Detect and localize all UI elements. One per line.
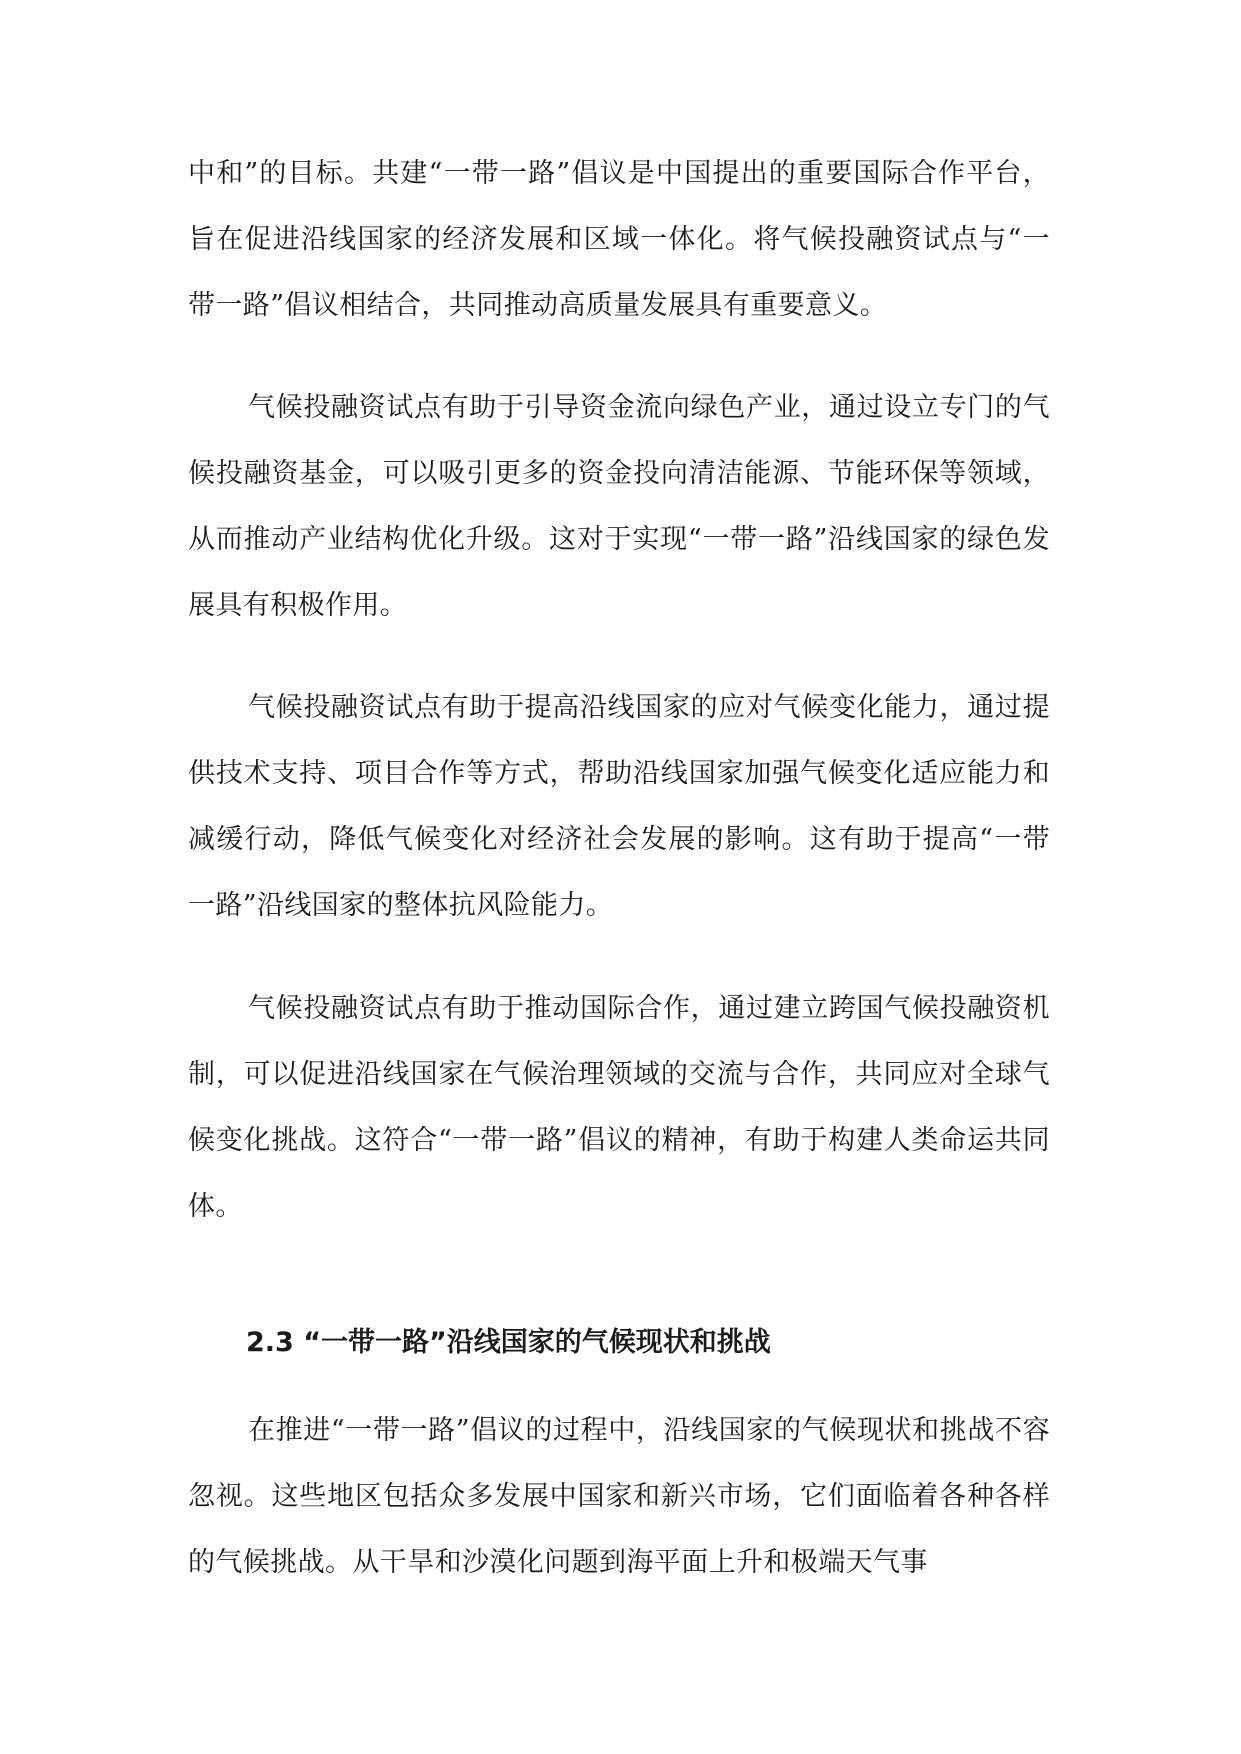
paragraph-climate-capacity: 气候投融资试点有助于提高沿线国家的应对气候变化能力，通过提供技术支持、项目合作等方式，帮助沿线国家加强气候变化适应能力和减缓行动，降低气候变化对经济社会发展的影响。这有助于提高“一带一路”沿线国家的整体抗风险能力。 <box>188 692 1050 921</box>
section-heading: 2.3 “一带一路”沿线国家的气候现状和挑战 <box>246 1327 771 1358</box>
paragraph-international-cooperation: 气候投融资试点有助于推动国际合作，通过建立跨国气候投融资机制，可以促进沿线国家在气候治理领域的交流与合作，共同应对全球气候变化挑战。这符合“一带一路”倡议的精神，有助于构建人类命运共同体。 <box>188 993 1050 1222</box>
paragraph-continuation: 中和”的目标。共建“一带一路”倡议是中国提出的重要国际合作平台，旨在促进沿线国家的经济发展和区域一体化。将气候投融资试点与“一带一路”倡议相结合，共同推动高质量发展具有重要意义。 <box>188 158 1050 321</box>
paragraph-green-industry: 气候投融资试点有助于引导资金流向绿色产业，通过设立专门的气候投融资基金，可以吸引更多的资金投向清洁能源、节能环保等领域，从而推动产业结构优化升级。这对于实现“一带一路”沿线国家的绿色发展具有积极作用。 <box>188 392 1050 621</box>
section-paragraph: 在推进“一带一路”倡议的过程中，沿线国家的气候现状和挑战不容忽视。这些地区包括众多发展中国家和新兴市场，它们面临着各种各样的气候挑战。从干旱和沙漠化问题到海平面上升和极端天气事 <box>188 1415 1050 1578</box>
